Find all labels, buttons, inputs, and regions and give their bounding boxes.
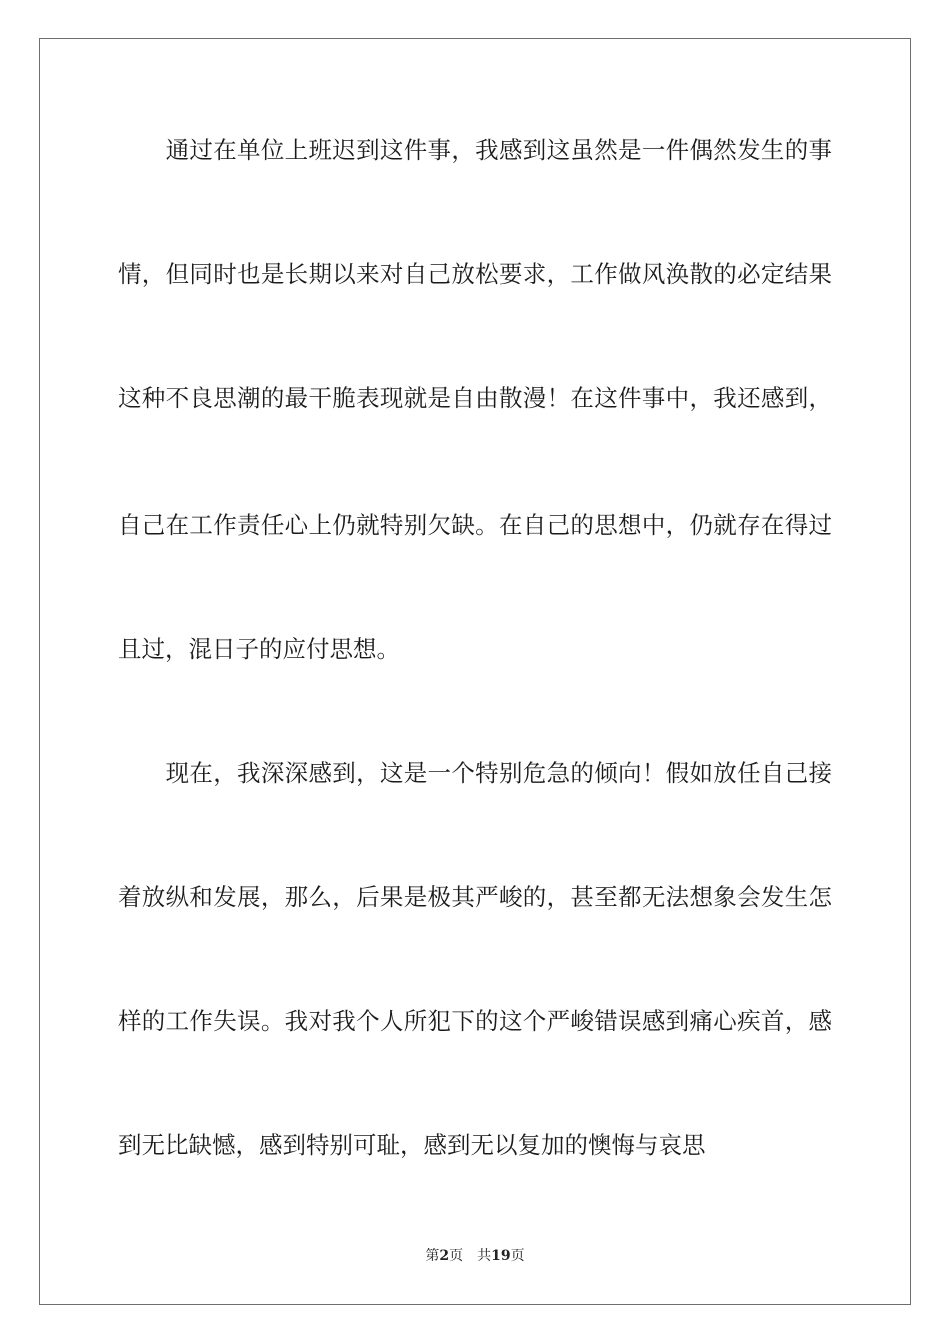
paragraph-1-line-2: 情，但同时也是长期以来对自己放松要求，工作做风涣散的必定结果 xyxy=(118,260,832,288)
page-suffix: 页 xyxy=(449,1248,464,1264)
paragraph-2-line-2: 着放纵和发展，那么，后果是极其严峻的，甚至都无法想象会发生怎 xyxy=(118,883,832,911)
paragraph-2-line-4: 到无比缺憾，感到特别可耻，感到无以复加的懊悔与哀思 xyxy=(118,1131,706,1159)
paragraph-2-line-3: 样的工作失误。我对我个人所犯下的这个严峻错误感到痛心疾首，感 xyxy=(118,1007,832,1035)
total-suffix: 页 xyxy=(510,1248,525,1264)
paragraph-2-line-1: 现在，我深深感到，这是一个特别危急的倾向！假如放任自己接 xyxy=(118,759,832,787)
page-footer xyxy=(0,1246,950,1266)
paragraph-1-line-1: 通过在单位上班迟到这件事，我感到这虽然是一件偶然发生的事 xyxy=(118,136,832,164)
paragraph-1-line-3: 这种不良思潮的最干脆表现就是自由散漫！在这件事中，我还感到， xyxy=(118,384,832,412)
current-page-number: 2 xyxy=(439,1248,450,1264)
paragraph-1-line-4: 自己在工作责任心上仍就特别欠缺。在自己的思想中，仍就存在得过 xyxy=(118,511,832,539)
page-prefix: 第 xyxy=(425,1248,440,1264)
paragraph-1-line-5: 且过，混日子的应付思想。 xyxy=(118,635,400,663)
page-number-label xyxy=(425,1246,463,1266)
total-pages-number: 19 xyxy=(491,1248,511,1264)
page-border xyxy=(39,38,911,1305)
total-prefix: 共 xyxy=(477,1248,492,1264)
total-pages-label xyxy=(477,1246,524,1266)
